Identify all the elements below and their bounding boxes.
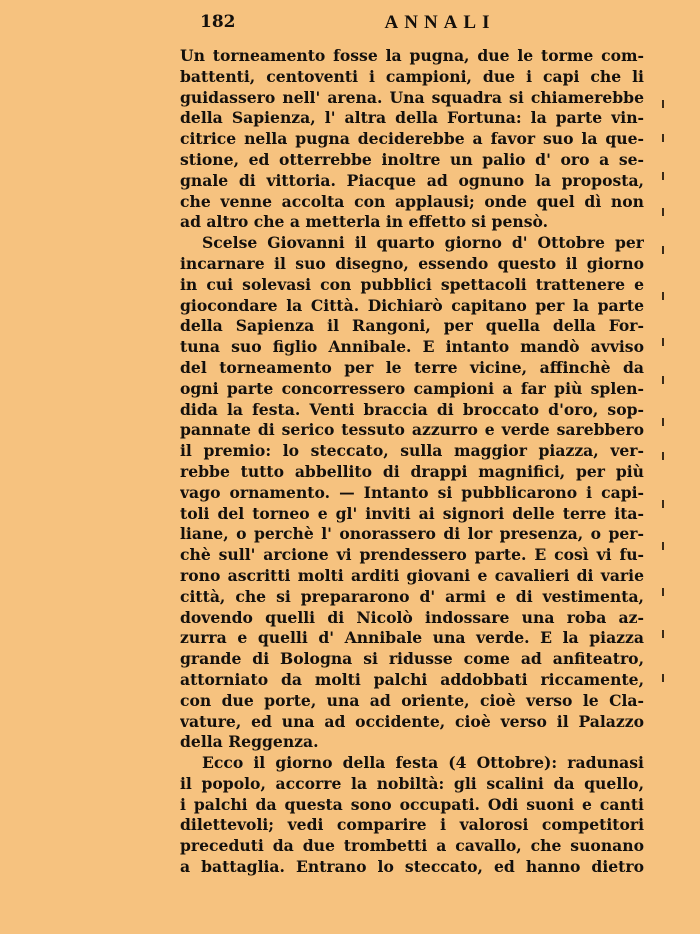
- scan-mark: [662, 630, 664, 638]
- scan-mark: [662, 208, 664, 216]
- text-line: che venne accolta con applausi; onde quel dì non: [180, 191, 644, 211]
- text-line: citrice nella pugna deciderebbe a favor suo la que-: [180, 129, 644, 149]
- scan-mark: [662, 100, 664, 108]
- text-line: rebbe tutto abbellito di drappi magnifici, per più: [180, 461, 644, 481]
- scan-mark: [662, 376, 664, 384]
- text-line: incarnare il suo disegno, essendo questo il giorno: [180, 253, 644, 273]
- body-text: [180, 46, 644, 878]
- text-line: Un torneamento fosse la pugna, due le torme com-: [180, 46, 644, 65]
- text-line: grande di Bologna si ridusse come ad anfiteatro,: [180, 649, 644, 669]
- text-line: vago ornamento. — Intanto si pubblicarono i capi-: [180, 482, 644, 502]
- text-line: città, che si prepararono d' armi e di vestimenta,: [180, 586, 644, 606]
- text-line: della Sapienza il Rangoni, per quella della For-: [180, 316, 644, 336]
- scan-mark: [662, 292, 664, 300]
- text-line: ogni parte concorressero campioni a far più splen-: [180, 378, 644, 398]
- text-line: pannate di serico tessuto azzurro e verde sarebbero: [180, 420, 644, 440]
- text-line: zurra e quelli d' Annibale una verde. E la piazza: [180, 628, 644, 648]
- scan-mark: [662, 172, 664, 180]
- text-line: in cui solevasi con pubblici spettacoli trattenere e: [180, 274, 644, 294]
- scan-mark: [662, 542, 664, 550]
- page-header: [178, 12, 642, 40]
- scan-mark: [662, 674, 664, 682]
- scan-mark: [662, 588, 664, 596]
- scan-mark: [662, 246, 664, 254]
- scan-mark: [662, 134, 664, 142]
- text-line: dovendo quelli di Nicolò indossare una roba az-: [180, 607, 644, 627]
- text-line: chè sull' arcione vi prendessero parte. E così vi fu-: [180, 545, 644, 565]
- text-line: gnale di vittoria. Piacque ad ognuno la proposta,: [180, 170, 644, 190]
- text-line: a battaglia. Entrano lo steccato, ed hanno dietro: [180, 857, 644, 877]
- scan-mark: [662, 500, 664, 508]
- text-line: attorniato da molti palchi addobbati riccamente,: [180, 669, 644, 689]
- margin-scan-marks: [662, 100, 670, 700]
- text-line: dida la festa. Venti braccia di broccato d'oro, sop-: [180, 399, 644, 419]
- text-line: giocondare la Città. Dichiarò capitano per la parte: [180, 295, 644, 315]
- text-line: ad altro che a metterla in effetto si pensò.: [180, 212, 549, 232]
- text-line: il premio: lo steccato, sulla maggior piazza, ver-: [180, 441, 644, 461]
- text-line: liane, o perchè l' onorassero di lor presenza, o per-: [180, 524, 644, 544]
- scan-mark: [662, 338, 664, 346]
- running-head: ANNALI: [384, 12, 496, 33]
- text-line: preceduti da due trombetti a cavallo, che suonano: [180, 836, 644, 856]
- text-line: del torneamento per le terre vicine, affinchè da: [180, 357, 644, 377]
- text-line: stione, ed otterrebbe inoltre un palio d' oro a se-: [180, 149, 644, 169]
- page-number: 182: [200, 12, 236, 32]
- scan-mark: [662, 418, 664, 426]
- text-line: tuna suo figlio Annibale. E intanto mandò avviso: [180, 337, 644, 357]
- text-line: battenti, centoventi i campioni, due i capi che li: [180, 66, 644, 86]
- text-line: con due porte, una ad oriente, cioè verso le Cla-: [180, 690, 644, 710]
- text-line: i palchi da questa sono occupati. Odi suoni e canti: [180, 794, 644, 814]
- text-line: il popolo, accorre la nobiltà: gli scalini da quello,: [180, 773, 644, 793]
- text-line: Ecco il giorno della festa (4 Ottobre): radunasi: [202, 753, 644, 773]
- text-line: della Sapienza, l' altra della Fortuna: la parte vin-: [180, 108, 644, 128]
- text-line: Scelse Giovanni il quarto giorno d' Ottobre per: [202, 233, 644, 253]
- text-line: dilettevoli; vedi comparire i valorosi competitori: [180, 815, 644, 835]
- text-line: vature, ed una ad occidente, cioè verso il Palazzo: [180, 711, 644, 731]
- text-line: toli del torneo e gl' inviti ai signori delle terre ita-: [180, 503, 644, 523]
- scan-mark: [662, 452, 664, 460]
- text-line: rono ascritti molti arditi giovani e cavalieri di varie: [180, 565, 644, 585]
- text-line: della Reggenza.: [180, 732, 319, 752]
- text-line: guidassero nell' arena. Una squadra si chiamerebbe: [180, 87, 644, 107]
